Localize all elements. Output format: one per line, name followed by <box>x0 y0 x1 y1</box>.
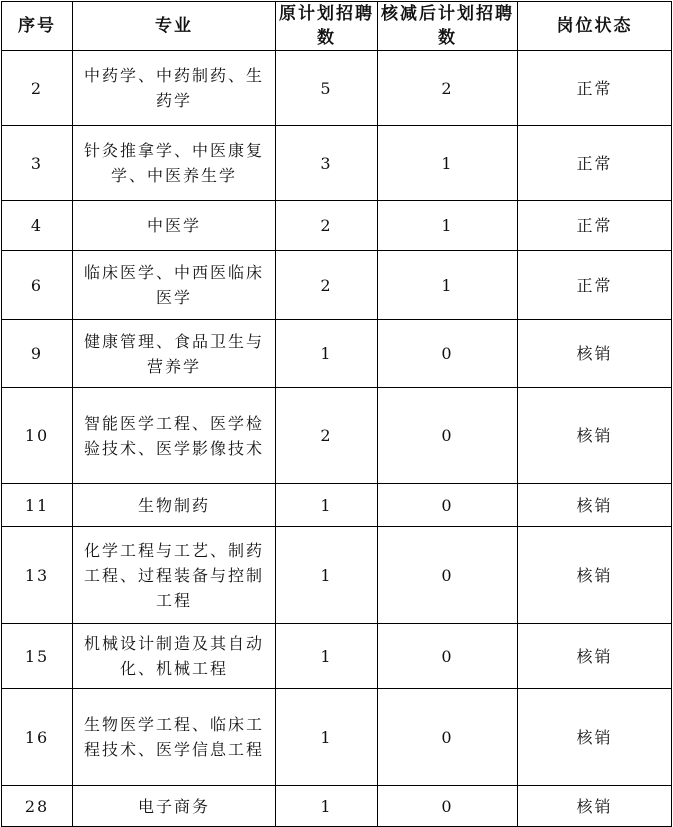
serial-number-cell: 28 <box>2 786 73 827</box>
major-cell: 针灸推拿学、中医康复学、中医养生学 <box>73 126 276 201</box>
reduced-plan-cell: 0 <box>378 527 518 624</box>
reduced-plan-cell: 2 <box>378 51 518 126</box>
table-header-row <box>2 2 672 51</box>
major-cell: 临床医学、中西医临床医学 <box>73 251 276 320</box>
serial-number-cell: 3 <box>2 126 73 201</box>
table-row <box>2 251 672 320</box>
status-cell: 正常 <box>518 251 672 320</box>
table-row <box>2 484 672 527</box>
header-major: 专业 <box>73 2 276 51</box>
status-cell: 核销 <box>518 484 672 527</box>
reduced-plan-cell: 0 <box>378 689 518 786</box>
original-plan-cell: 1 <box>276 786 378 827</box>
reduced-plan-cell: 0 <box>378 786 518 827</box>
original-plan-cell: 1 <box>276 320 378 388</box>
serial-number-cell: 9 <box>2 320 73 388</box>
original-plan-cell: 3 <box>276 126 378 201</box>
table-row <box>2 201 672 251</box>
major-cell: 电子商务 <box>73 786 276 827</box>
table-row <box>2 126 672 201</box>
major-cell: 中医学 <box>73 201 276 251</box>
serial-number-cell: 10 <box>2 388 73 484</box>
original-plan-cell: 2 <box>276 388 378 484</box>
reduced-plan-cell: 1 <box>378 126 518 201</box>
table-row <box>2 624 672 689</box>
status-cell: 正常 <box>518 51 672 126</box>
table-row <box>2 388 672 484</box>
header-serial-number: 序号 <box>2 2 73 51</box>
status-cell: 核销 <box>518 786 672 827</box>
status-cell: 正常 <box>518 201 672 251</box>
original-plan-cell: 1 <box>276 624 378 689</box>
status-cell: 核销 <box>518 689 672 786</box>
status-cell: 核销 <box>518 388 672 484</box>
reduced-plan-cell: 0 <box>378 388 518 484</box>
original-plan-cell: 2 <box>276 251 378 320</box>
original-plan-cell: 1 <box>276 689 378 786</box>
status-cell: 正常 <box>518 126 672 201</box>
header-position-status: 岗位状态 <box>518 2 672 51</box>
serial-number-cell: 6 <box>2 251 73 320</box>
table-row <box>2 786 672 827</box>
serial-number-cell: 4 <box>2 201 73 251</box>
major-cell: 智能医学工程、医学检验技术、医学影像技术 <box>73 388 276 484</box>
reduced-plan-cell: 1 <box>378 201 518 251</box>
original-plan-cell: 5 <box>276 51 378 126</box>
original-plan-cell: 2 <box>276 201 378 251</box>
table-row <box>2 689 672 786</box>
major-cell: 化学工程与工艺、制药工程、过程装备与控制工程 <box>73 527 276 624</box>
serial-number-cell: 11 <box>2 484 73 527</box>
reduced-plan-cell: 0 <box>378 484 518 527</box>
serial-number-cell: 15 <box>2 624 73 689</box>
reduced-plan-cell: 0 <box>378 320 518 388</box>
serial-number-cell: 2 <box>2 51 73 126</box>
status-cell: 核销 <box>518 320 672 388</box>
status-cell: 核销 <box>518 624 672 689</box>
table-row <box>2 51 672 126</box>
status-cell: 核销 <box>518 527 672 624</box>
original-plan-cell: 1 <box>276 484 378 527</box>
header-reduced-plan: 核减后计划招聘数 <box>378 2 518 51</box>
table-row <box>2 527 672 624</box>
major-cell: 生物医学工程、临床工程技术、医学信息工程 <box>73 689 276 786</box>
major-cell: 机械设计制造及其自动化、机械工程 <box>73 624 276 689</box>
recruitment-plan-table <box>1 1 672 827</box>
serial-number-cell: 13 <box>2 527 73 624</box>
reduced-plan-cell: 0 <box>378 624 518 689</box>
original-plan-cell: 1 <box>276 527 378 624</box>
table-row <box>2 320 672 388</box>
major-cell: 生物制药 <box>73 484 276 527</box>
major-cell: 健康管理、食品卫生与营养学 <box>73 320 276 388</box>
header-original-plan: 原计划招聘数 <box>276 2 378 51</box>
reduced-plan-cell: 1 <box>378 251 518 320</box>
serial-number-cell: 16 <box>2 689 73 786</box>
major-cell: 中药学、中药制药、生药学 <box>73 51 276 126</box>
